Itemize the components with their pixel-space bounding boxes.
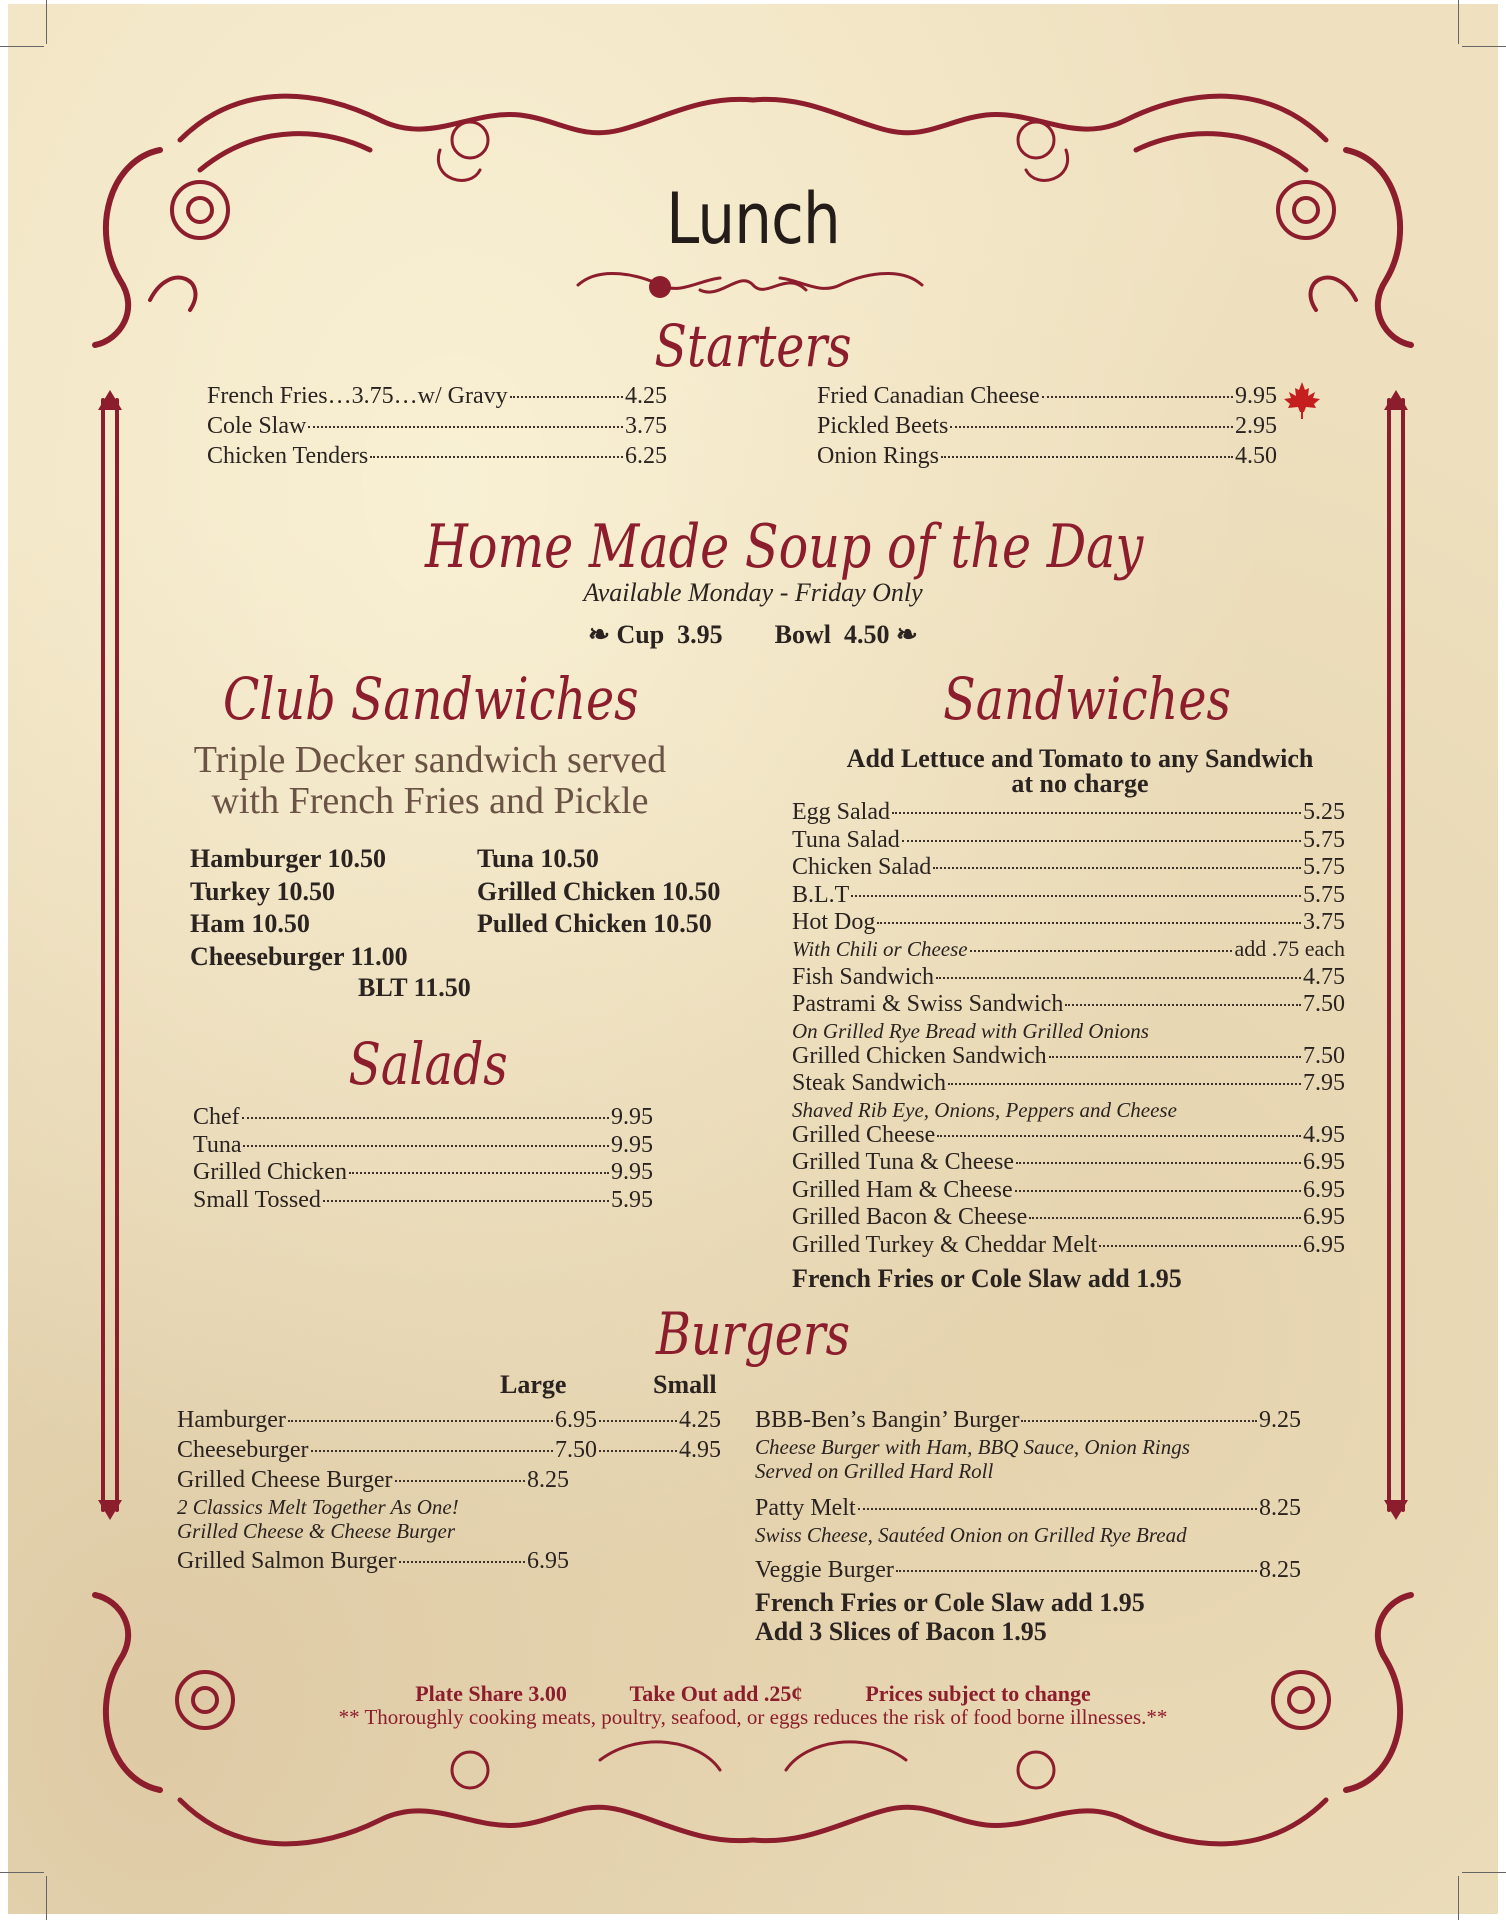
footer-notes [300, 1681, 1206, 1707]
crop-mark [46, 1876, 47, 1920]
list-item: Patty Melt 8.25 [755, 1495, 1301, 1521]
prices-note: Prices subject to change [865, 1681, 1091, 1706]
list-item: Fried Canadian Cheese 9.95 [817, 383, 1277, 409]
club-col-1 [190, 843, 408, 973]
list-item: Grilled Chicken 10.50 [477, 876, 721, 906]
list-item: Grilled Turkey & Cheddar Melt 6.95 [792, 1231, 1345, 1258]
sandwiches-note-line: Add Lettuce and Tomato to any Sandwich [846, 744, 1314, 773]
item-description: Cheese Burger with Ham, BBQ Sauce, Onion Rings [755, 1435, 1190, 1459]
list-item: Small Tossed 5.95 [193, 1186, 653, 1213]
list-item: Pulled Chicken 10.50 [477, 909, 712, 938]
list-item: BBB-Ben’s Bangin’ Burger 9.25 [755, 1407, 1301, 1433]
club-description [170, 740, 690, 822]
list-item: Turkey 10.50 [190, 876, 335, 906]
list-item: Pickled Beets 2.95 [817, 413, 1277, 439]
list-item: Pastrami & Swiss Sandwich 7.50 [792, 991, 1345, 1017]
list-item: Grilled Tuna & Cheese 6.95 [792, 1149, 1345, 1175]
crop-mark [1458, 0, 1459, 44]
list-item: Grilled Cheese 4.95 [792, 1121, 1345, 1148]
sandwiches-note [840, 746, 1320, 796]
list-item: Grilled Cheese Burger 8.25 [177, 1467, 569, 1493]
club-col-2 [477, 843, 720, 941]
list-item: Grilled Chicken Sandwich 7.50 [792, 1042, 1345, 1069]
crop-mark [0, 46, 44, 47]
crop-mark [1462, 1872, 1506, 1873]
food-safety-warning: ** Thoroughly cooking meats, poultry, seafood, or eggs reduces the risk of food borne illnesses.** [338, 1705, 1168, 1729]
list-item: Egg Salad 5.25 [792, 799, 1345, 825]
list-item: Cole Slaw 3.75 [207, 413, 667, 439]
burgers-footer-bacon: Add 3 Slices of Bacon 1.95 [755, 1617, 1047, 1646]
salads-list [193, 1104, 653, 1214]
list-item: Onion Rings 4.50 [817, 443, 1277, 469]
list-item: Steak Sandwich 7.95 [792, 1070, 1345, 1096]
list-item: Cheeseburger 11.00 [190, 941, 408, 971]
list-item: Grilled Salmon Burger 6.95 [177, 1548, 569, 1574]
burgers-col-large: Large [500, 1370, 567, 1399]
burgers-right-list [755, 1405, 1301, 1646]
list-item: French Fries…3.75…w/ Gravy 4.25 [207, 383, 667, 409]
list-item: Ham 10.50 [190, 909, 310, 938]
ornament-icon: ❧ [896, 620, 918, 649]
item-description: Grilled Cheese & Cheese Burger [177, 1519, 455, 1543]
ornament-icon: ❧ [588, 620, 610, 649]
list-item: Tuna Salad 5.75 [792, 826, 1345, 853]
list-item: Chicken Salad 5.75 [792, 854, 1345, 880]
list-item: Grilled Bacon & Cheese 6.95 [792, 1204, 1345, 1230]
list-item: Cheeseburger 7.50 4.95 [177, 1437, 721, 1463]
starters-right-list [817, 381, 1277, 471]
item-description: On Grilled Rye Bread with Grilled Onions [792, 1018, 1149, 1043]
soup-prices [553, 620, 953, 650]
crop-mark [0, 1872, 44, 1873]
club-sandwiches-heading: Club Sandwiches [223, 665, 639, 733]
soup-availability: Available Monday - Friday Only [583, 578, 923, 607]
take-out-note: Take Out add .25¢ [629, 1681, 803, 1706]
item-description: Shaved Rib Eye, Onions, Peppers and Cheese [792, 1097, 1177, 1122]
list-item: Grilled Chicken 9.95 [193, 1159, 653, 1185]
soup-bowl-price: Bowl 4.50 [774, 620, 890, 649]
starters-left-list [207, 381, 667, 471]
burgers-left-list [177, 1405, 721, 1576]
burgers-col-small: Small [653, 1370, 717, 1399]
item-description: Swiss Cheese, Sautéed Onion on Grilled Rye Bread [755, 1523, 1187, 1547]
club-description-line: with French Fries and Pickle [211, 780, 649, 822]
sandwiches-note-line: at no charge [1011, 769, 1149, 798]
list-item: Fish Sandwich 4.75 [792, 963, 1345, 990]
list-item: Hamburger 6.95 4.25 [177, 1407, 721, 1433]
list-item: Grilled Ham & Cheese 6.95 [792, 1176, 1345, 1203]
item-description: 2 Classics Melt Together As One! [177, 1495, 459, 1519]
page-title: Lunch [666, 178, 840, 260]
sandwiches-heading: Sandwiches [943, 665, 1231, 733]
list-item: With Chili or Cheese add .75 each [792, 935, 1345, 961]
soup-cup-price: Cup 3.95 [616, 620, 723, 649]
list-item: Veggie Burger 8.25 [755, 1557, 1301, 1583]
item-description: Served on Grilled Hard Roll [755, 1459, 994, 1483]
club-description-line: Triple Decker sandwich served [193, 739, 667, 781]
list-item: Chef 9.95 [193, 1104, 653, 1130]
list-item: Chicken Tenders 6.25 [207, 443, 667, 469]
soup-heading: Home Made Soup of the Day [425, 512, 1144, 582]
plate-share-note: Plate Share 3.00 [415, 1681, 567, 1706]
burgers-heading: Burgers [655, 1300, 851, 1368]
list-item: Tuna 9.95 [193, 1131, 653, 1158]
club-blt: BLT 11.50 [358, 973, 471, 1002]
sandwiches-footer: French Fries or Cole Slaw add 1.95 [792, 1264, 1182, 1293]
burgers-footer-sides: French Fries or Cole Slaw add 1.95 [755, 1588, 1145, 1617]
list-item: B.L.T 5.75 [792, 881, 1345, 908]
list-item: Hamburger 10.50 [190, 844, 386, 873]
salads-heading: Salads [348, 1030, 508, 1098]
starters-heading: Starters [654, 312, 852, 380]
maple-leaf-icon [1282, 380, 1322, 420]
list-item: Tuna 10.50 [477, 844, 599, 873]
crop-mark [1458, 1876, 1459, 1920]
list-item: Hot Dog 3.75 [792, 909, 1345, 935]
crop-mark [46, 0, 47, 44]
crop-mark [1462, 46, 1506, 47]
sandwiches-list [792, 799, 1345, 1294]
